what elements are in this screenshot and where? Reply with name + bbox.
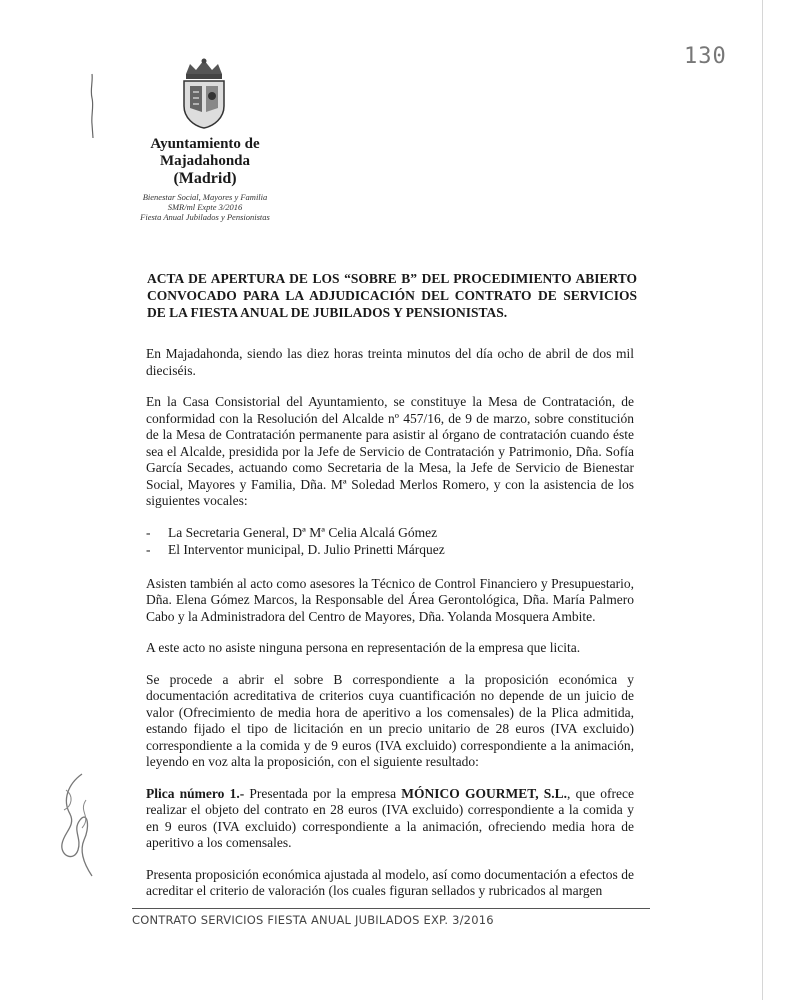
footer-divider [132,908,650,909]
margin-pen-mark [88,72,96,140]
plica-text-a: Presentada por la empresa [244,785,402,801]
paragraph-date: En Majadahonda, siendo las diez horas treinta minutos del día ocho de abril de dos mil dieciséis. [146,346,634,378]
plica-label: Plica número 1.- [146,785,245,801]
coat-of-arms-icon [176,56,232,130]
handwritten-signature [52,770,100,880]
paragraph-constitution: En la Casa Consistorial del Ayuntamiento, se constituye la Mesa de Contratación, de conformidad con la Resolución del Alcalde nº 457/16, de 9 de marzo, sobre constitución de la Mesa de Contratación permanente para asistir al órgano de contratación cuando éste sea el Alcalde, presidida por la Jefe de Servicio de Contratación y Patrimonio, Dña. Sofía García Secades, actuando como Secretaria de la Mesa, la Jefe de Servicio de Bienestar Social, Mayores y Familia, Dña. Mª Soledad Merlos Romero, y con la asistencia de los siguientes vocales: [146,394,634,508]
paragraph-proposal: Presenta proposición económica ajustada al modelo, así como documentación a efectos de acreditar el criterio de valoración (los cuales figuran sellados y rubricados al margen [146,866,634,898]
page-number: 130 [684,44,727,69]
paragraph-plica [146,786,634,852]
org-line-1: Ayuntamiento de [150,136,260,152]
org-line-3: (Madrid) [173,170,237,187]
dept-line-3: Fiesta Anual Jubilados y Pensionistas [140,212,270,222]
plica-text-b: , que ofrece realizar el objeto del contrato en 28 euros (IVA excluido) correspondiente a la comida y en 9 euros (IVA excluido) correspondiente a la animación, ofreciendo media hora de aperitivo a los comensales. [146,785,634,850]
document-body [146,346,634,915]
list-item: - El Interventor municipal, D. Julio Prinetti Márquez [146,542,445,557]
vocal-2: El Interventor municipal, D. Julio Prinetti Márquez [168,542,445,557]
organization-name [120,136,290,187]
dept-line-1: Bienestar Social, Mayores y Familia [142,192,268,202]
document-title: ACTA DE APERTURA DE LOS “SOBRE B” DEL PROCEDIMIENTO ABIERTO CONVOCADO PARA LA ADJUDICACIÓN DEL CONTRATO DE SERVICIOS DE LA FIESTA ANUAL DE JUBILADOS Y PENSIONISTAS. [147,271,637,320]
list-item: - La Secretaria General, Dª Mª Celia Alcalá Gómez [146,524,438,540]
dept-line-2: SMR/ml Expte 3/2016 [167,202,243,212]
company-name: MÓNICO GOURMET, S.L. [401,785,568,801]
paragraph-advisors: Asisten también al acto como asesores la Técnico de Control Financiero y Presupuestario, Dña. Elena Gómez Marcos, la Responsable del Área Gerontológica, Dña. María Palmero Cabo y la Administradora del Centro de Mayores, Dña. Yolanda Mosquera Ambite. [146,575,634,624]
page-footer: CONTRATO SERVICIOS FIESTA ANUAL JUBILADOS EXP. 3/2016 [132,913,494,927]
scan-edge-line [762,0,763,1000]
org-line-2: Majadahonda [159,153,251,169]
paragraph-attendance: A este acto no asiste ninguna persona en representación de la empresa que licita. [146,640,581,655]
vocales-list [146,525,634,559]
vocal-1: La Secretaria General, Dª Mª Celia Alcalá Gómez [168,524,438,540]
paragraph-procedure: Se procede a abrir el sobre B correspondiente a la proposición económica y documentación acreditativa de criterios cuya cuantificación no depende de un juicio de valor (Ofrecimiento de media hora de aperitivo a los comensales) de la Plica admitida, estando fijado el tipo de licitación en un precio unitario de 28 euros (IVA excluido) correspondiente a la comida y de 9 euros (IVA excluido) correspondiente a la animación, leyendo en voz alta la proposición, con el siguiente resultado: [146,671,634,769]
department-block [118,192,292,222]
